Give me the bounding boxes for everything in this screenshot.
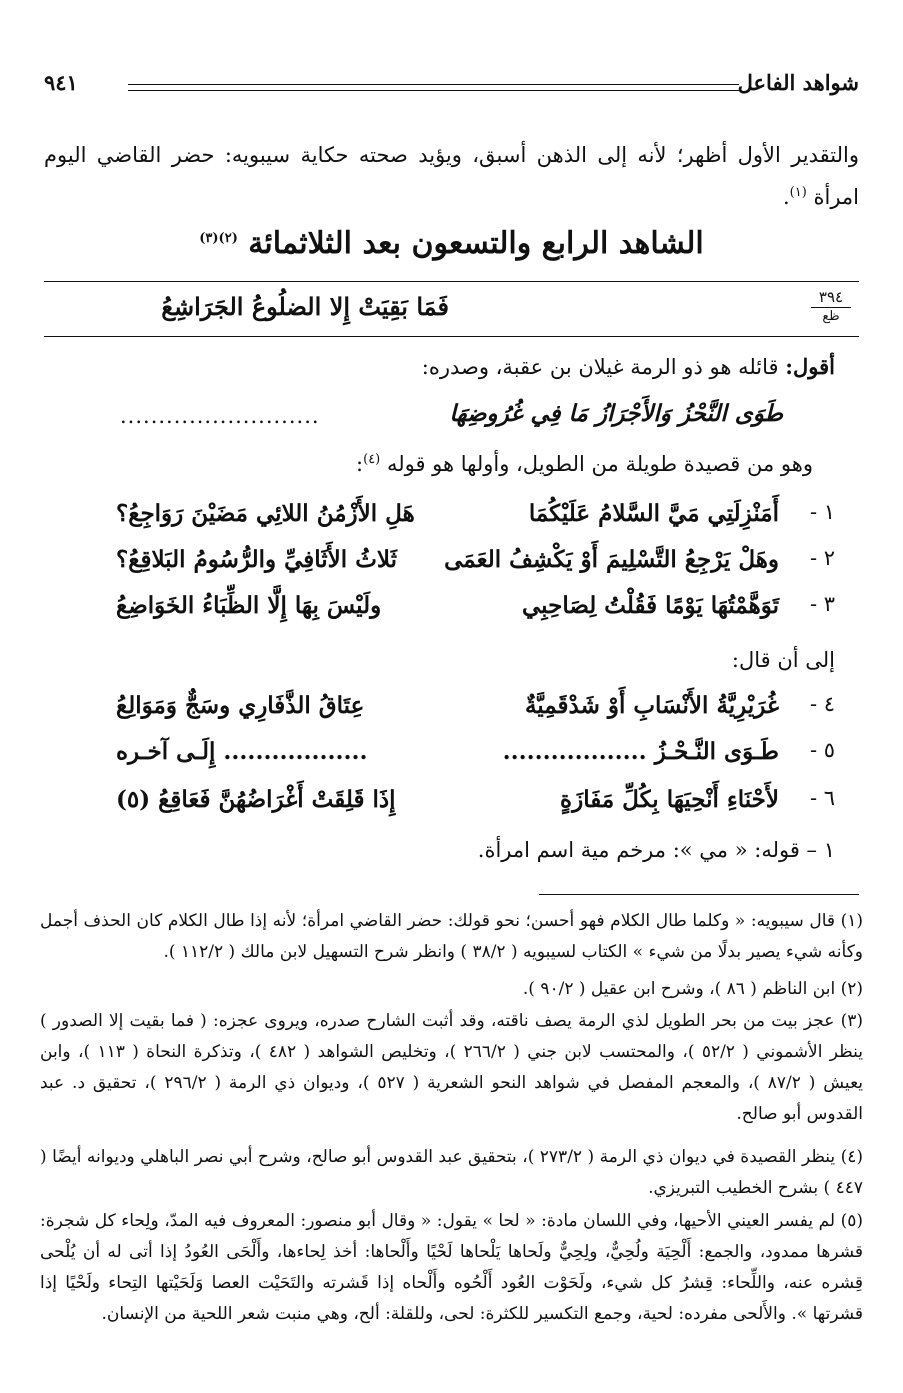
footnote-separator [539, 894, 859, 895]
witness-number [811, 288, 851, 326]
verse-second-half: ولَيْسَ بِهَا إِلَّا الظِّبَاءُ الخَوَاضِعُ [116, 592, 382, 619]
verse-first-half: غُرَيْرِيَّةُ الأَنْسَابِ أَوْ شَدْقَمِيَّةٌ [524, 692, 779, 719]
witness-verse-box [44, 281, 859, 337]
intro-paragraph [44, 134, 859, 218]
running-header [44, 64, 859, 104]
poem-verse [44, 692, 859, 736]
footnote: (١) قال سيبويه: « وكلما طال الكلام فهو أحسن؛ نحو قولك: حضر القاضي امرأة؛ لأنه إذا طال الكلام كان الحذف أجمل وكأنه شيء يصير بدلًا من شيء » الكتاب لسيبويه ( ٣٨/٢ ) وانظر شرح التسهيل لابن مالك ( ١١٢/٢ ). [40, 911, 863, 962]
commentary-line [44, 452, 813, 476]
witness-heading [120, 226, 783, 261]
poem-verse [44, 500, 859, 544]
verse-number: ٣ - [809, 592, 835, 616]
footnote: (٣) عجز بيت من بحر الطويل لذي الرمة يصف ناقته، وقد أثبت الشارح صدره، ويروى عجزه: ( فما بقيت إلا الصدور ) ينظر الأشموني ( ٥٢/٢ )، والمحتسب لابن جني ( ٢٦٦/٢ )، وتخليص الشواهد ( ٤٨٢ )، وتذكرة النحاة ( ١١٣ )، وابن يعيش ( ٨٧/٢ )، والمعجم المفصل في شواهد النحو الشعرية ( ٥٢٧ )، وديوان ذي الرمة ( ٢٩٦/٢ )، تحقيق د. عبد القدوس أبو صالح. [40, 1011, 863, 1124]
ellipsis: .......................... [120, 404, 320, 428]
verse-first-half: تَوَهَّمْتُهَا يَوْمًا فَقُلْتُ لِصَاحِبِي [521, 592, 779, 619]
commentary-punct: : [356, 452, 364, 476]
verse-first-half: لأَحْنَاءِ أَنْحِيَهَا بِكُلِّ مَفَازَةٍ [560, 786, 779, 813]
poem-verse [44, 546, 859, 590]
footnote-ref: (٢)(٣) [199, 231, 238, 246]
witness-number-value: ٣٩٤ [811, 288, 851, 308]
intro-text: والتقدير الأول أظهر؛ لأنه إلى الذهن أسبق، ويؤيد صحته حكاية سيبويه: حضر القاضي اليوم امرأة [44, 143, 859, 209]
poem-verse [44, 592, 859, 636]
poem-verse [44, 786, 859, 830]
header-rule [128, 90, 739, 91]
commentary-lead: أقول: [785, 354, 835, 379]
intro-end: . [782, 185, 790, 209]
gloss-note: ١ – قوله: « مي »: مرخم مية اسم امرأة. [477, 838, 835, 862]
verse-number: ٢ - [809, 546, 835, 570]
footnote: (٤) ينظر القصيدة في ديوان ذي الرمة ( ٢٧٣/٢ )، بتحقيق عبد القدوس أبو صالح، وشرح أبي نصر الباهلي وديوانه أيضًا ( ٤٤٧ ) بشرح الخطيب التبريزي. [40, 1147, 863, 1198]
footnote: (٥) لم يفسر العيني الأحيها، وفي اللسان مادة: « لحا » يقول: « وقال أبو منصور: المعروف فيه المدّ، ولِحاء كل شجرة: قشرها ممدود، والجمع: أَلْحِيَة ولُحِيٌّ، ولِحِيٌّ ولَحاها يَلْحاها لَحْيًا وأَلْحاها: أخذ لِحاءها، وأَلْحَى العُودُ إذا أتى له أن يُلْحى قِشره عنه، واللِّحاء: قِشرُ كل شيء، ولَحَوْت العُود أَلْحُوه وأَلْحاه إذا قَشرته والتَحَيْت العصا وَلَحَيْتها التِحاء ولَحْيًا إذا قشرتها ». والأَلحى مفرده: لحية، وجمع التكسير للكثرة: لحى، وللقلة: ألح، وهي منبت شعر اللحية من الإنسان. [40, 1211, 863, 1324]
verse-first-half: أَمَنْزِلَتِي مَيَّ السَّلامُ عَلَيْكُمَا [528, 500, 779, 527]
running-title: شواهد الفاعل [737, 70, 859, 95]
verse-number: ١ - [809, 500, 835, 524]
verse-second-half: ثَلاثُ الأَثَافِيِّ والرُّسُومُ البَلاقِعُ؟ [116, 546, 397, 573]
transition-line: إلى أن قال: [731, 648, 835, 672]
commentary-text: قائله هو ذو الرمة غيلان بن عقبة، وصدره: [421, 355, 779, 379]
footnote-ref: (٤) [363, 452, 381, 467]
poem-verse [44, 738, 859, 782]
footnote-ref: (١) [789, 185, 807, 200]
witness-number-tag: ظع [822, 309, 840, 324]
page-number: ٩٤١ [44, 70, 78, 95]
verse-second-half: عِتَاقُ الذَّفَارِي وسَجٌّ وَمَوَالِعُ [116, 692, 365, 719]
verse-first-half: طَوَى النَّحْزُ وَالأَجْرَازُ مَا فِي غُرُوضِهَا [449, 400, 783, 427]
verse-first-half: طَـوَى النَّـحْـزُ .................. [502, 738, 779, 765]
header-rule [128, 84, 739, 85]
commentary-text: وهو من قصيدة طويلة من الطويل، وأولها هو قوله [386, 452, 813, 476]
verse-second-half: إِذَا قَلِقَتْ أَغْرَاضُهُنَّ فَعَاقِعُ (٥) [116, 786, 396, 813]
verse-second-half: هَلِ الأَزْمُنُ اللائِي مَضَيْنَ رَوَاجِعُ؟ [116, 500, 415, 527]
commentary-line [44, 354, 835, 379]
verse-number: ٦ - [809, 786, 835, 810]
verse-number: ٥ - [809, 738, 835, 762]
verse-first-half: وهَلْ يَرْجِعُ التَّسْلِيمَ أَوْ يَكْشِفُ العَمَى [444, 546, 779, 573]
witness-title: الشاهد الرابع والتسعون بعد الثلاثمائة [248, 226, 704, 261]
witness-verse: فَمَا بَقِيَتْ إِلا الضلُوعُ الجَرَاشِعُ [161, 292, 449, 321]
footnote: (٢) ابن الناظم ( ٨٦ )، وشرح ابن عقيل ( ٩٠/٢ ). [522, 979, 863, 999]
verse-second-half: .................. إِلَـى آخـره [116, 738, 368, 765]
verse-number: ٤ - [809, 692, 835, 716]
